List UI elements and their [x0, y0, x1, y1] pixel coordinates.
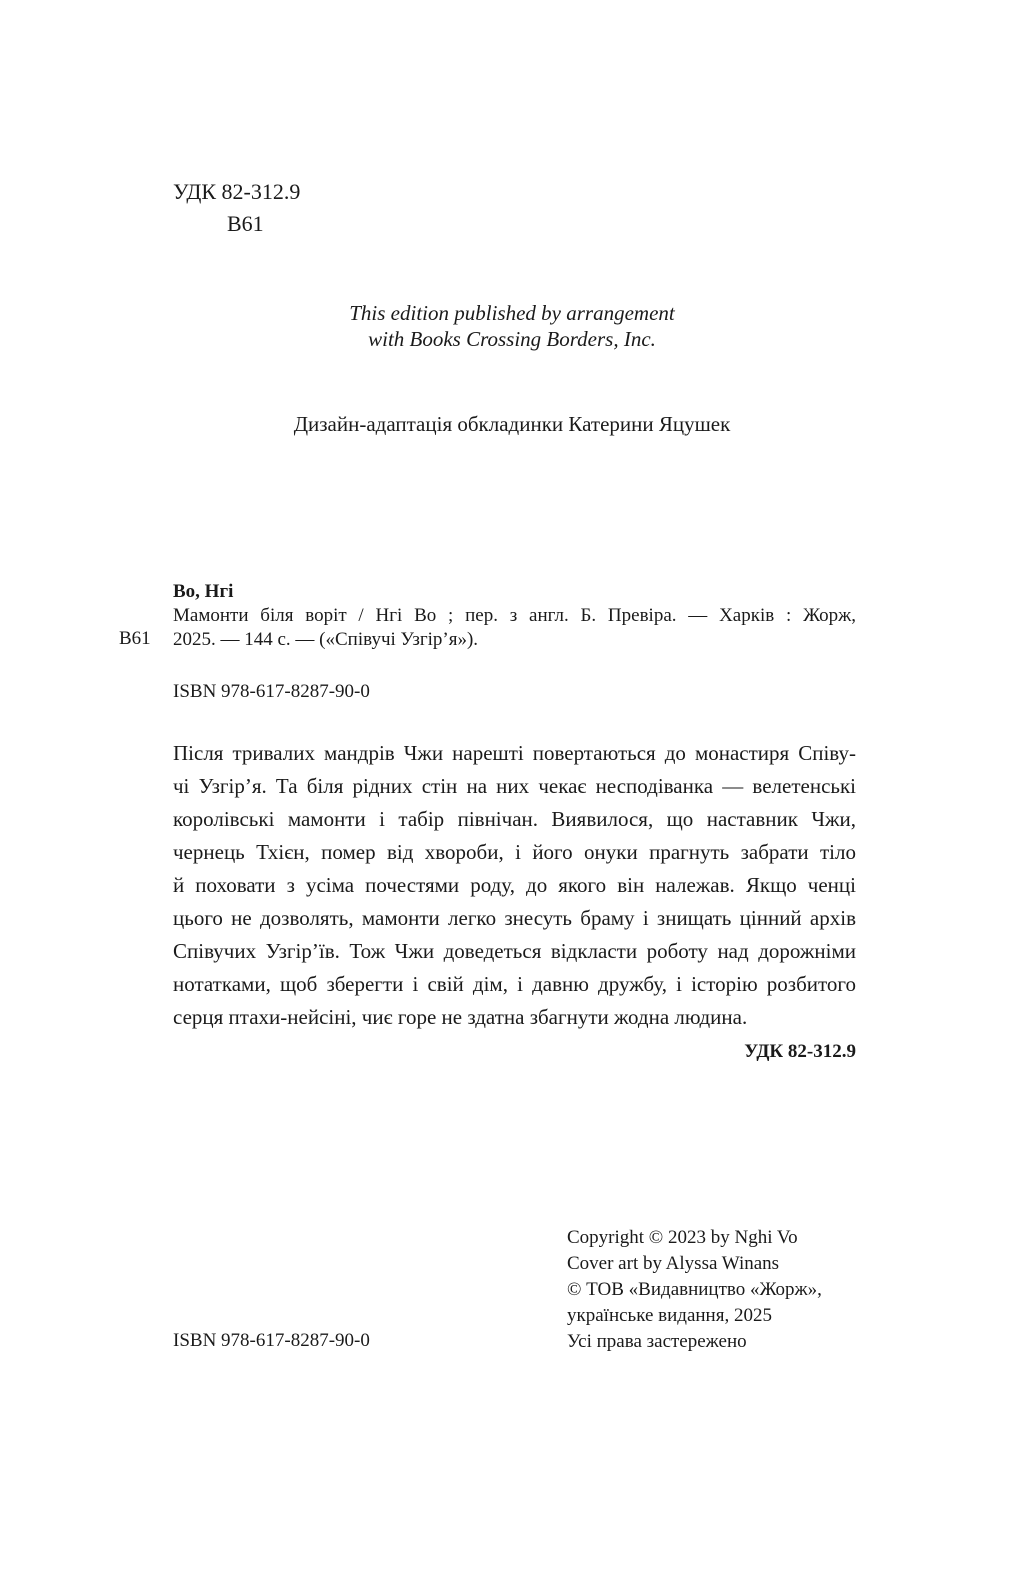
biblio-line: Мамонти біля воріт / Нгі Во ; пер. з англ. Б. Превіра. — Харків : Жорж, — [173, 605, 856, 626]
annotation-line: чі Узгір’я. Та біля рідних стін на них чекає несподіванка — велетенські — [173, 774, 856, 798]
arrangement-line: This edition published by arrangement — [349, 301, 675, 325]
design-credit: Дизайн-адаптація обкладинки Катерини Яцушек — [293, 412, 731, 436]
arrangement-notice — [0, 300, 1024, 352]
annotation-line: Після тривалих мандрів Чжи нарешті повертаються до монастиря Співу- — [173, 741, 856, 765]
annotation-line: серця птахи-нейсіні, чиє горе не здатна збагнути жодна людина. — [173, 1005, 748, 1029]
annotation-udk: УДК 82-312.9 — [744, 1041, 856, 1062]
copyright-block — [567, 1225, 822, 1355]
annotation-line: чернець Тхієн, помер від хвороби, і його онуки прагнуть забрати тіло — [173, 840, 856, 864]
biblio-line: 2025. — 144 с. — («Співучі Узгір’я»). — [173, 629, 479, 650]
udk-header — [173, 176, 300, 240]
copyright-line: Усі права застережено — [567, 1331, 747, 1352]
udk-code: УДК 82-312.9 — [173, 179, 301, 204]
bibliographic-record — [173, 580, 856, 652]
annotation — [173, 737, 856, 1034]
copyright-line: Cover art by Alyssa Winans — [567, 1253, 780, 1274]
biblio-isbn: ISBN 978-617-8287-90-0 — [173, 681, 370, 702]
annotation-line: нотатками, щоб зберегти і свій дім, і давню дружбу, і історію розбитого — [173, 972, 856, 996]
annotation-line: королівські мамонти і табір північан. Виявилося, що наставник Чжи, — [173, 807, 856, 831]
author-index: В61 — [227, 211, 264, 236]
biblio-side-index: В61 — [119, 628, 151, 649]
bottom-isbn: ISBN 978-617-8287-90-0 — [173, 1330, 370, 1351]
annotation-line: цього не дозволять, мамонти легко знесуть браму і знищать цінний архів — [173, 906, 856, 930]
annotation-line: й поховати з усіма почестями роду, до якого він належав. Якщо ченці — [173, 873, 856, 897]
copyright-line: © ТОВ «Видавництво «Жорж», — [567, 1279, 822, 1300]
copyright-line: українське видання, 2025 — [567, 1305, 772, 1326]
arrangement-line: with Books Crossing Borders, Inc. — [368, 327, 656, 351]
annotation-line: Співучих Узгір’їв. Тож Чжи доведеться відкласти роботу над дорожніми — [173, 939, 856, 963]
biblio-author: Во, Нгі — [173, 581, 234, 602]
copyright-line: Copyright © 2023 by Nghi Vo — [567, 1227, 798, 1248]
